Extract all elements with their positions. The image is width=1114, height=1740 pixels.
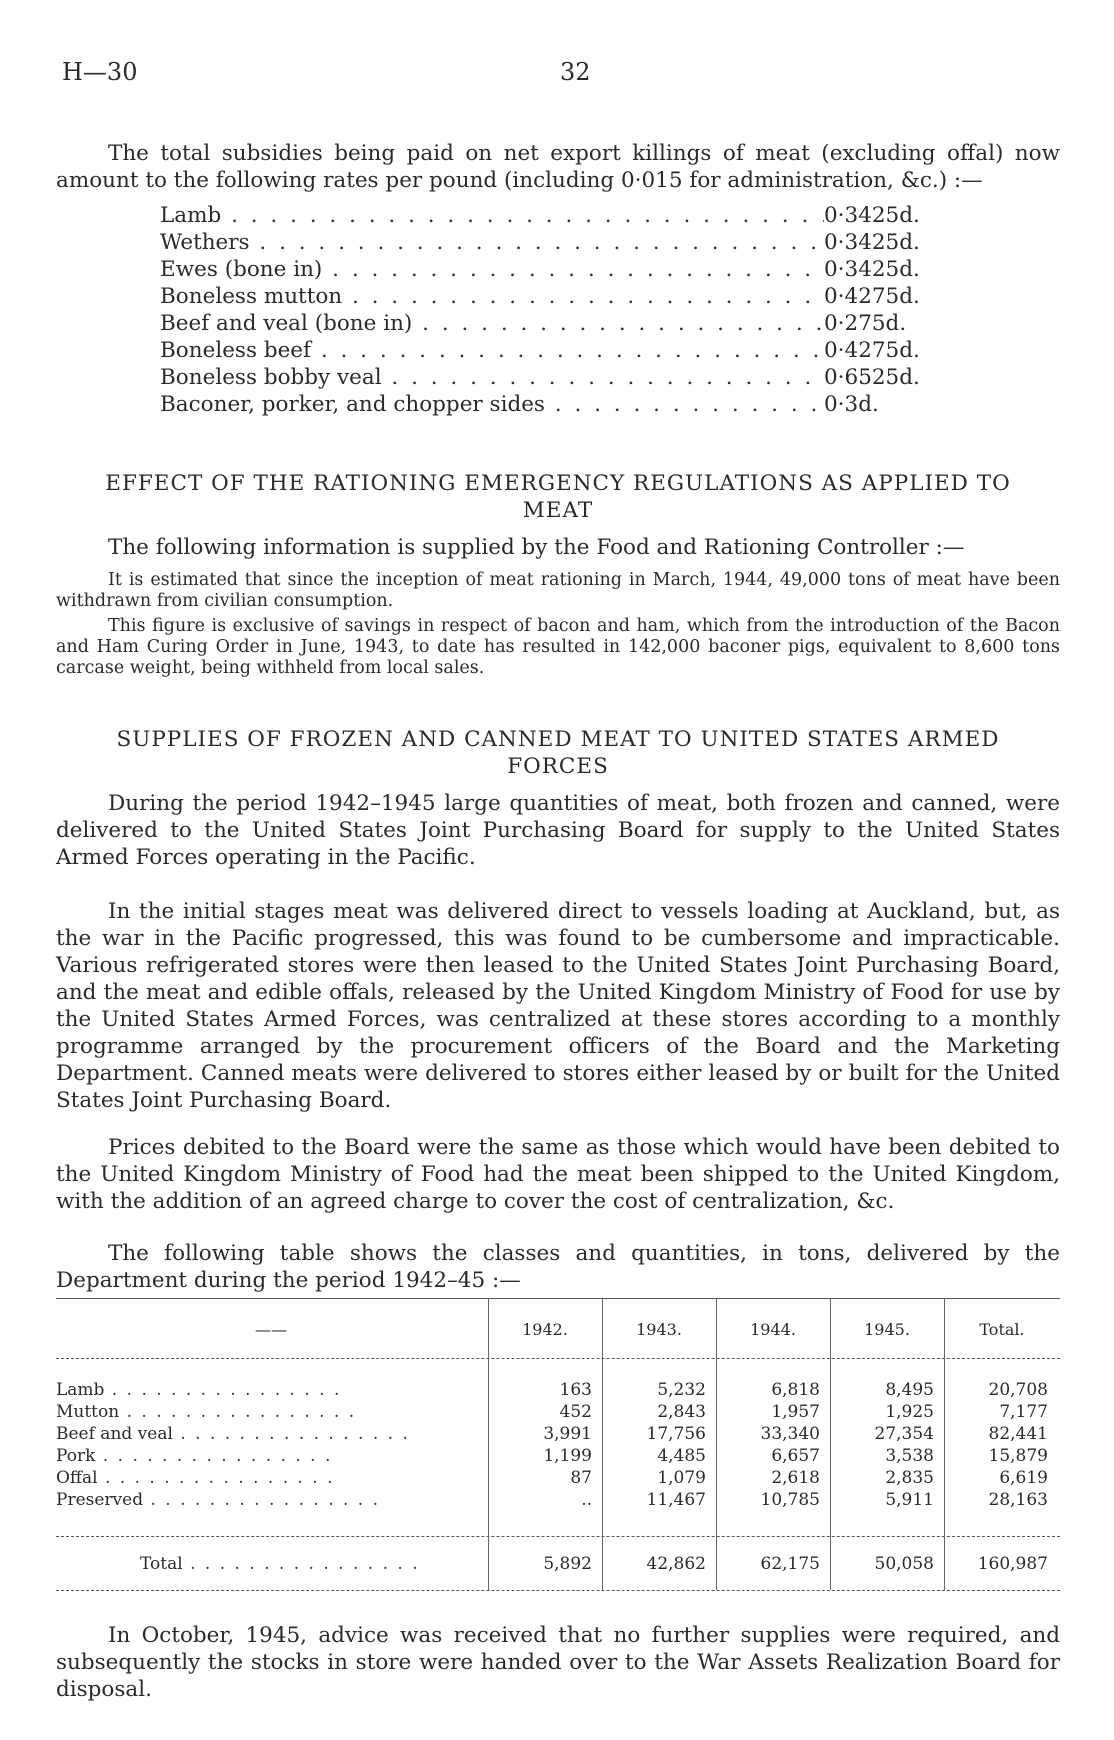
cell: 82,441: [988, 1424, 1048, 1444]
rate-value: 0·3425d.: [824, 203, 920, 228]
rationing-lead: The following information is supplied by the Food and Rationing Controller :—: [108, 535, 965, 560]
cell: 5,911: [885, 1490, 934, 1510]
supplies-paragraph-4: The following table shows the classes and quantities, in tons, delivered by the Department during the period 1942–45 :—: [56, 1241, 1060, 1293]
cell: 6,657: [771, 1446, 820, 1466]
rate-label: Baconer, porker, and chopper sides . .: [160, 391, 824, 418]
cell: 6,619: [999, 1468, 1048, 1488]
supplies-paragraph-3: Prices debited to the Board were the same as those which would have been debited to the United Kingdom Ministry of Food had the meat been shipped to the United Kingdom, with the addition of an agreed charge to cover the cost of centralization, &c.: [56, 1135, 1060, 1214]
page-number: 32: [560, 58, 591, 86]
rate-value: 0·275d.: [824, 311, 907, 336]
total-cell: 62,175: [760, 1554, 820, 1574]
table-top-rule: [56, 1298, 1060, 1299]
cell: 1,925: [885, 1402, 934, 1422]
rate-value: 0·3425d.: [824, 230, 920, 255]
column-header-total: Total.: [979, 1320, 1025, 1339]
page-header: [62, 58, 1052, 88]
row-label: Offal . .: [56, 1468, 486, 1488]
column-header-1944: 1944.: [750, 1320, 796, 1339]
rate-row: [160, 256, 980, 283]
closing-paragraph: In October, 1945, advice was received that no further supplies were required, and subsequently the stocks in store were handed over to the War Assets Realization Board for disposal.: [56, 1623, 1060, 1702]
rate-label: Boneless beef . .: [160, 337, 824, 364]
cell: 15,879: [988, 1446, 1048, 1466]
cell: 6,818: [771, 1380, 820, 1400]
rate-label: Lamb . .: [160, 202, 824, 229]
rate-value: 0·4275d.: [824, 338, 920, 363]
table-row: [56, 1468, 1060, 1490]
table-bottom-rule: [56, 1590, 1060, 1591]
rate-label: Boneless mutton . .: [160, 283, 824, 310]
cell: 3,538: [885, 1446, 934, 1466]
cell: 452: [559, 1402, 592, 1422]
rate-row: [160, 229, 980, 256]
cell: 4,485: [657, 1446, 706, 1466]
total-cell: 42,862: [646, 1554, 706, 1574]
cell: 3,991: [543, 1424, 592, 1444]
cell: 33,340: [760, 1424, 820, 1444]
supplies-paragraph-1: During the period 1942–1945 large quantities of meat, both frozen and canned, were delivered to the United States Joint Purchasing Board for supply to the United States Armed Forces operating in the Pacific.: [56, 791, 1060, 870]
rate-row: [160, 364, 980, 391]
heading-line: MEAT: [522, 498, 594, 523]
section-heading-rationing: [56, 470, 1060, 524]
stub-header: ——: [255, 1320, 287, 1339]
subsidy-rates-list: [160, 202, 980, 418]
cell: 163: [559, 1380, 592, 1400]
column-header-1945: 1945.: [864, 1320, 910, 1339]
intro-paragraph: The total subsidies being paid on net export killings of meat (excluding offal) now amount to the following rates per pound (including 0·015 for administration, &c.) :—: [56, 140, 1060, 193]
rate-label: Wethers . .: [160, 229, 824, 256]
row-label: Preserved . .: [56, 1490, 486, 1510]
cell: 10,785: [760, 1490, 820, 1510]
rate-row: [160, 337, 980, 364]
rate-value: 0·6525d.: [824, 365, 920, 390]
cell: 2,843: [657, 1402, 706, 1422]
rate-label: Boneless bobby veal . .: [160, 364, 824, 391]
rate-value: 0·4275d.: [824, 284, 920, 309]
cell: 2,835: [885, 1468, 934, 1488]
total-cell: 50,058: [874, 1554, 934, 1574]
rationing-paragraph-2: This figure is exclusive of savings in respect of bacon and ham, which from the introduction of the Bacon and Ham Curing Order in June, 1943, to date has resulted in 142,000 baconer pigs, equivalent to 8,600 tons carcase weight, being withheld from local sales.: [56, 616, 1060, 678]
cell: 2,618: [771, 1468, 820, 1488]
column-header-1943: 1943.: [636, 1320, 682, 1339]
rate-label: Ewes (bone in) . .: [160, 256, 824, 283]
row-label: Pork . .: [56, 1446, 486, 1466]
header-rule: [56, 1358, 1060, 1359]
section-heading-supplies: [56, 726, 1060, 780]
rate-value: 0·3d.: [824, 392, 879, 417]
table-row: [56, 1402, 1060, 1424]
table-row: [56, 1424, 1060, 1446]
rate-row: [160, 391, 980, 418]
cell: 1,199: [543, 1446, 592, 1466]
heading-line: FORCES: [507, 754, 609, 779]
rate-row: [160, 310, 980, 337]
table-total-row: [56, 1554, 1060, 1576]
cell: 17,756: [646, 1424, 706, 1444]
table-row: [56, 1446, 1060, 1468]
column-header-1942: 1942.: [522, 1320, 568, 1339]
rate-row: [160, 283, 980, 310]
table-row: [56, 1490, 1060, 1512]
rate-label: Beef and veal (bone in) . .: [160, 310, 824, 337]
cell: ..: [581, 1490, 592, 1510]
cell: 8,495: [885, 1380, 934, 1400]
cell: 27,354: [874, 1424, 934, 1444]
total-cell: 160,987: [977, 1554, 1048, 1574]
rate-row: [160, 202, 980, 229]
cell: 5,232: [657, 1380, 706, 1400]
total-rule: [56, 1536, 1060, 1537]
row-label: Lamb . .: [56, 1380, 486, 1400]
cell: 1,957: [771, 1402, 820, 1422]
rationing-paragraph-1: It is estimated that since the inception of meat rationing in March, 1944, 49,000 tons of meat have been withdrawn from civilian consumption.: [56, 570, 1060, 611]
cell: 1,079: [657, 1468, 706, 1488]
table-row: [56, 1380, 1060, 1402]
heading-line: EFFECT OF THE RATIONING EMERGENCY REGULATIONS AS APPLIED TO: [105, 471, 1011, 496]
document-reference: H—30: [62, 58, 138, 86]
cell: 87: [570, 1468, 592, 1488]
row-label: Beef and veal . .: [56, 1424, 486, 1444]
cell: 20,708: [988, 1380, 1048, 1400]
heading-line: SUPPLIES OF FROZEN AND CANNED MEAT TO UNITED STATES ARMED: [116, 727, 1000, 752]
row-label: Mutton . .: [56, 1402, 486, 1422]
cell: 7,177: [999, 1402, 1048, 1422]
total-label: Total . .: [56, 1554, 486, 1574]
cell: 11,467: [646, 1490, 706, 1510]
total-cell: 5,892: [543, 1554, 592, 1574]
cell: 28,163: [988, 1490, 1048, 1510]
rate-value: 0·3425d.: [824, 257, 920, 282]
supplies-paragraph-2: In the initial stages meat was delivered direct to vessels loading at Auckland, but, as the war in the Pacific progressed, this was found to be cumbersome and impracticable. Various refrigerated stores were then leased to the United States Joint Purchasing Board, and the meat and edible offals, released by the United Kingdom Ministry of Food for use by the United States Armed Forces, was centralized at these stores according to a monthly programme arranged by the procurement officers of the Board and the Marketing Department. Canned meats were delivered to stores either leased by or built for the United States Joint Purchasing Board.: [56, 899, 1060, 1113]
